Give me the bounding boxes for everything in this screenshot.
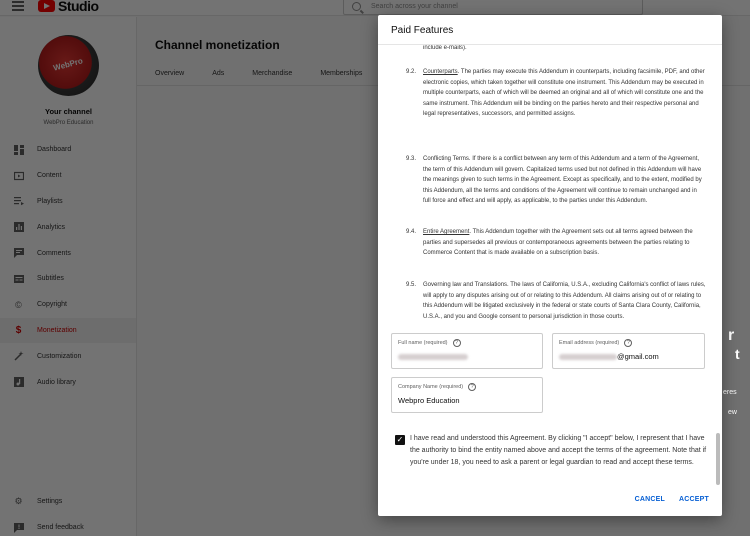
dialog-title: Paid Features bbox=[391, 25, 454, 36]
scrollbar-thumb[interactable] bbox=[716, 433, 720, 485]
company-name-label: Company Name (required) ? bbox=[398, 383, 476, 391]
behind-text-fragment: t bbox=[735, 346, 740, 362]
clause-heading: Counterparts bbox=[423, 69, 458, 75]
clause-text: . The parties may execute this Addendum in counterparts, including facsimile, PDF, and other electronic copies, which taken together will constitute one instrument. This Addendum may be executed in multiple counterparts, each of which will be deemed an original and all of which will constitute one and the same instrument. This Addendum will be binding on the parties hereto and their respective personal and legal representatives, successors, and permitted assigns. bbox=[423, 69, 705, 117]
agreement-fragment: include e-mails). bbox=[423, 45, 467, 51]
accept-terms-checkbox[interactable]: ✓ bbox=[396, 435, 404, 444]
help-icon[interactable]: ? bbox=[468, 383, 476, 391]
consent-text: I have read and understood this Agreement. By clicking "I accept" below, I represent that I have the authority to bind the entity named above and accept the terms of the agreement. Note that if you're under 18, you need to ask a parent or legal guardian to read and accept these terms. bbox=[410, 435, 707, 466]
email-label: Email address (required) ? bbox=[559, 339, 632, 347]
clause-text: . This Addendum together with the Agreement sets out all terms agreed between the parties and supersedes all previous or contemporaneous agreements between the parties relating to Commerce Content that is made available on a subscription basis. bbox=[423, 229, 693, 256]
clause-text: Governing law and Translations. The laws of California, U.S.A., excluding California's conflict of laws rules, will apply to any disputes arising out of or relating to this Addendum. All claims arising out of or relating to this Addendum will be litigated exclusively in the federal or state courts of Santa Clara County, California, U.S.A., and you and Google consent to personal jurisdiction in those courts. bbox=[423, 282, 706, 320]
company-name-field[interactable] bbox=[391, 377, 543, 413]
email-field[interactable] bbox=[552, 333, 705, 369]
full-name-field[interactable] bbox=[391, 333, 543, 369]
clause-number: 9.4. bbox=[406, 229, 417, 235]
cancel-button[interactable]: CANCEL bbox=[634, 496, 666, 503]
clause-body bbox=[423, 280, 706, 322]
dialog-actions bbox=[635, 496, 709, 503]
clause-body bbox=[423, 154, 706, 207]
clause-number: 9.3. bbox=[406, 156, 417, 162]
clause-body bbox=[423, 67, 706, 120]
clause-heading: Entire Agreement bbox=[423, 229, 470, 235]
full-name-label: Full name (required) ? bbox=[398, 339, 461, 347]
behind-text-fragment: ew bbox=[728, 409, 737, 416]
full-name-value bbox=[398, 352, 468, 361]
company-name-value: Webpro Education bbox=[398, 396, 460, 405]
clause-number: 9.5. bbox=[406, 282, 417, 288]
behind-text-fragment: eres bbox=[723, 389, 737, 396]
help-icon[interactable]: ? bbox=[624, 339, 632, 347]
clause-text: Conflicting Terms. If there is a conflict between any term of this Addendum and a term of the Agreement, the term of this Addendum will govern. Capitalized terms used but not defined in this Addendum will have the meanings given to such terms in the Agreement. Except as specifically, and to the extent, modified by this Addendum, all the terms and conditions of the Agreement will continue to remain unchanged and in full force and effect and will apply, as applicable, to the parties under this Addendum. bbox=[423, 156, 702, 204]
help-icon[interactable]: ? bbox=[453, 339, 461, 347]
paid-features-dialog bbox=[378, 15, 722, 516]
email-value: @gmail.com bbox=[559, 352, 659, 361]
clause-body bbox=[423, 227, 706, 259]
accept-button[interactable]: ACCEPT bbox=[679, 496, 709, 503]
clause-number: 9.2. bbox=[406, 69, 417, 75]
agreement-scroll-area[interactable] bbox=[378, 45, 722, 465]
behind-text-fragment: r bbox=[728, 327, 735, 344]
